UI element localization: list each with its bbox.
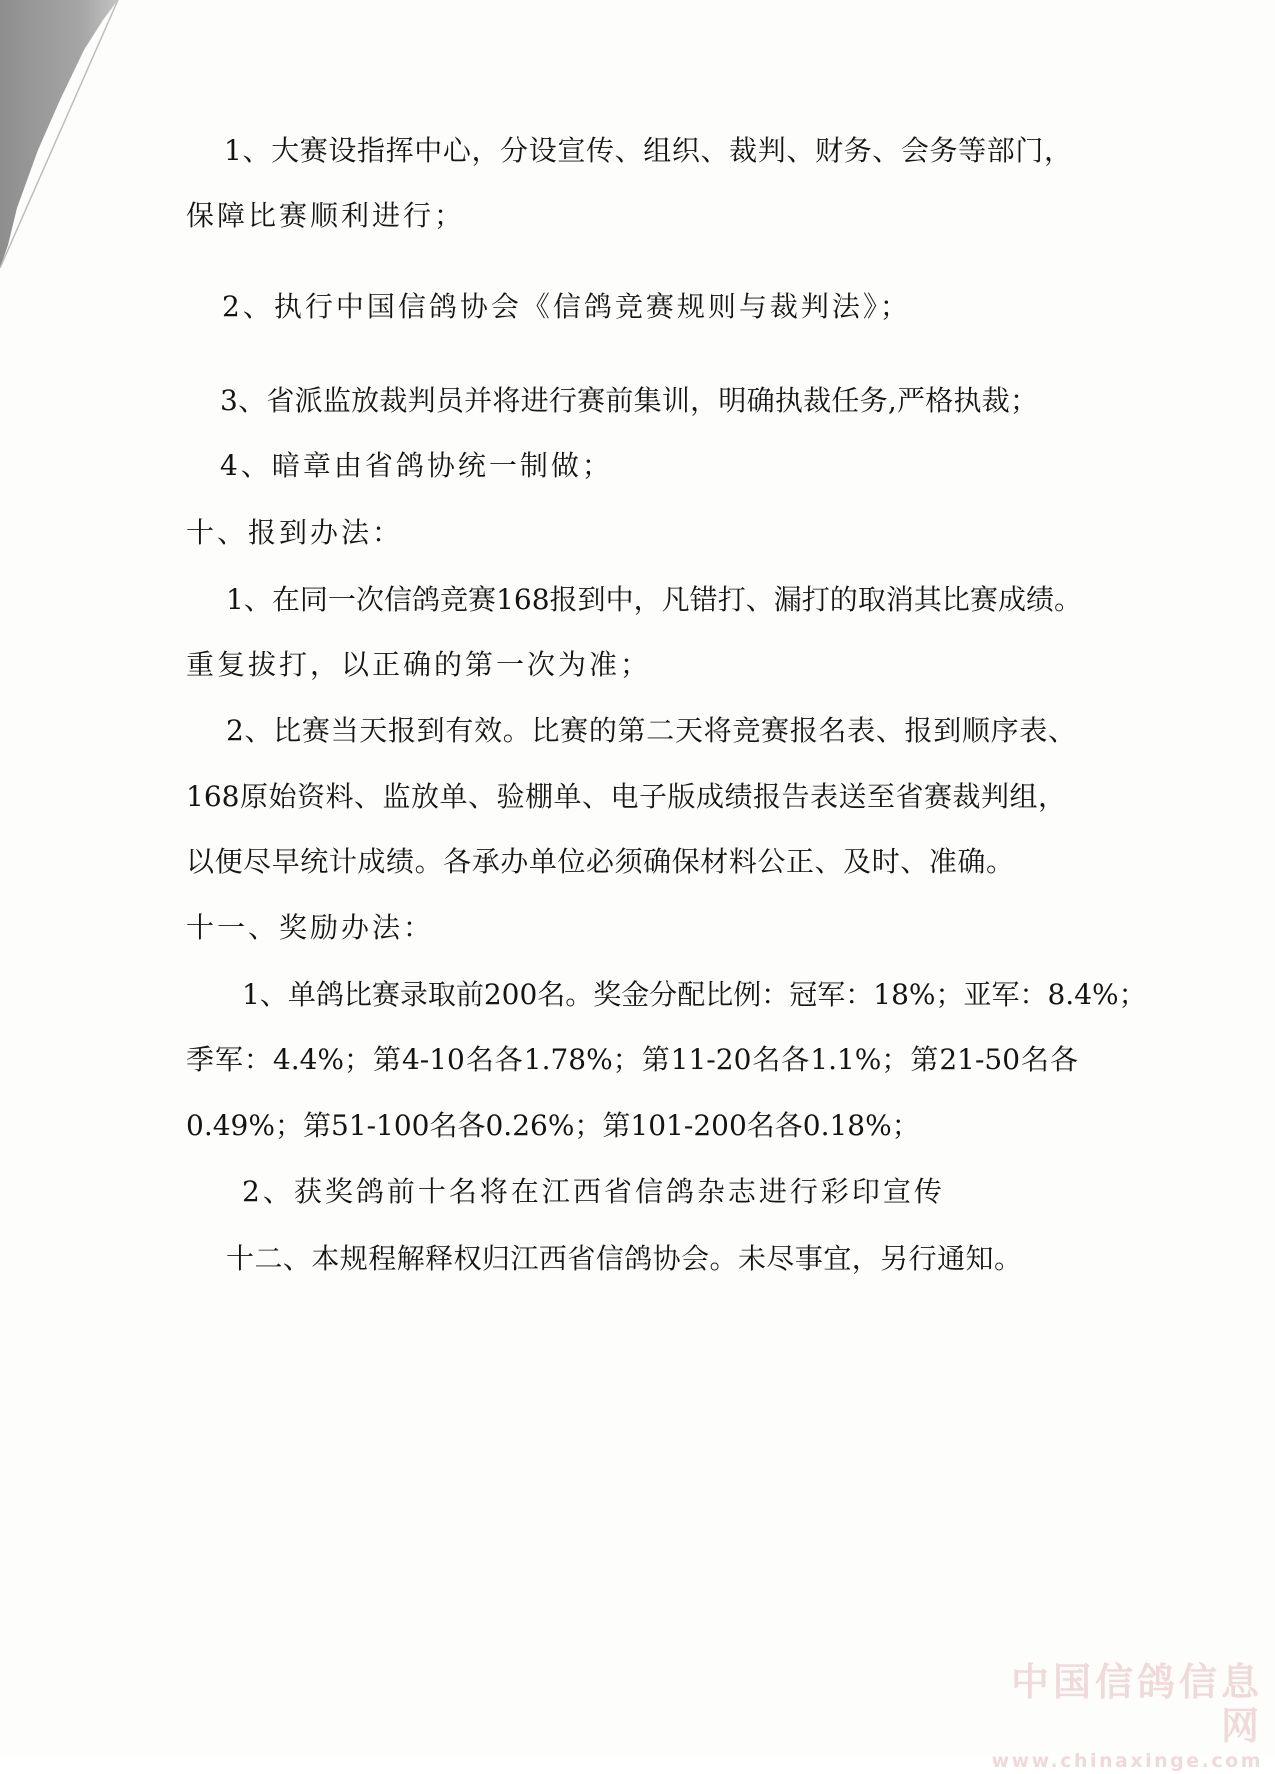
paragraph-line: 3、省派监放裁判员并将进行赛前集训，明确执裁任务,严格执裁； xyxy=(220,384,1038,417)
paragraph-line: 0.49%；第51-100名各0.26%；第101-200名各0.18%； xyxy=(186,1109,920,1142)
paragraph-line: 2、执行中国信鸽协会《信鸽竞赛规则与裁判法》； xyxy=(222,290,911,323)
section-heading: 十、报到办法： xyxy=(186,516,404,549)
paragraph-line: 以便尽早统计成绩。各承办单位必须确保材料公正、及时、准确。 xyxy=(186,845,1014,878)
paragraph-line: 4、暗章由省鸽协统一制做； xyxy=(220,449,613,482)
paragraph-line: 2、获奖鸽前十名将在江西省信鸽杂志进行彩印宣传 xyxy=(242,1175,945,1208)
paragraph-line: 保障比赛顺利进行； xyxy=(186,199,466,232)
paragraph-line: 1、单鸽比赛录取前200名。奖金分配比例：冠军：18%；亚军：8.4%； xyxy=(242,978,1147,1011)
paragraph-line: 2、比赛当天报到有效。比赛的第二天将竞赛报名表、报到顺序表、 xyxy=(226,714,1076,747)
closing-statement: 十二、本规程解释权归江西省信鸽协会。未尽事宜，另行通知。 xyxy=(226,1242,1022,1275)
paragraph-line: 季军：4.4%；第4-10名各1.78%；第11-20名各1.1%；第21-50名各 xyxy=(186,1043,1078,1076)
section-heading: 十一、奖励办法： xyxy=(186,911,435,944)
paragraph-line: 1、大赛设指挥中心，分设宣传、组织、裁判、财务、会务等部门， xyxy=(224,134,1072,167)
watermark-url: www.chinaxinge.com xyxy=(991,1750,1263,1772)
paragraph-line: 重复拔打，以正确的第一次为准； xyxy=(186,648,652,681)
paragraph-line: 168原始资料、监放单、验棚单、电子版成绩报告表送至省赛裁判组， xyxy=(186,780,1066,813)
paragraph-line: 1、在同一次信鸽竞赛168报到中，凡错打、漏打的取消其比赛成绩。 xyxy=(226,583,1082,616)
watermark-title: 中国信鸽信息网 xyxy=(1010,1660,1263,1748)
site-watermark xyxy=(985,1660,1263,1774)
